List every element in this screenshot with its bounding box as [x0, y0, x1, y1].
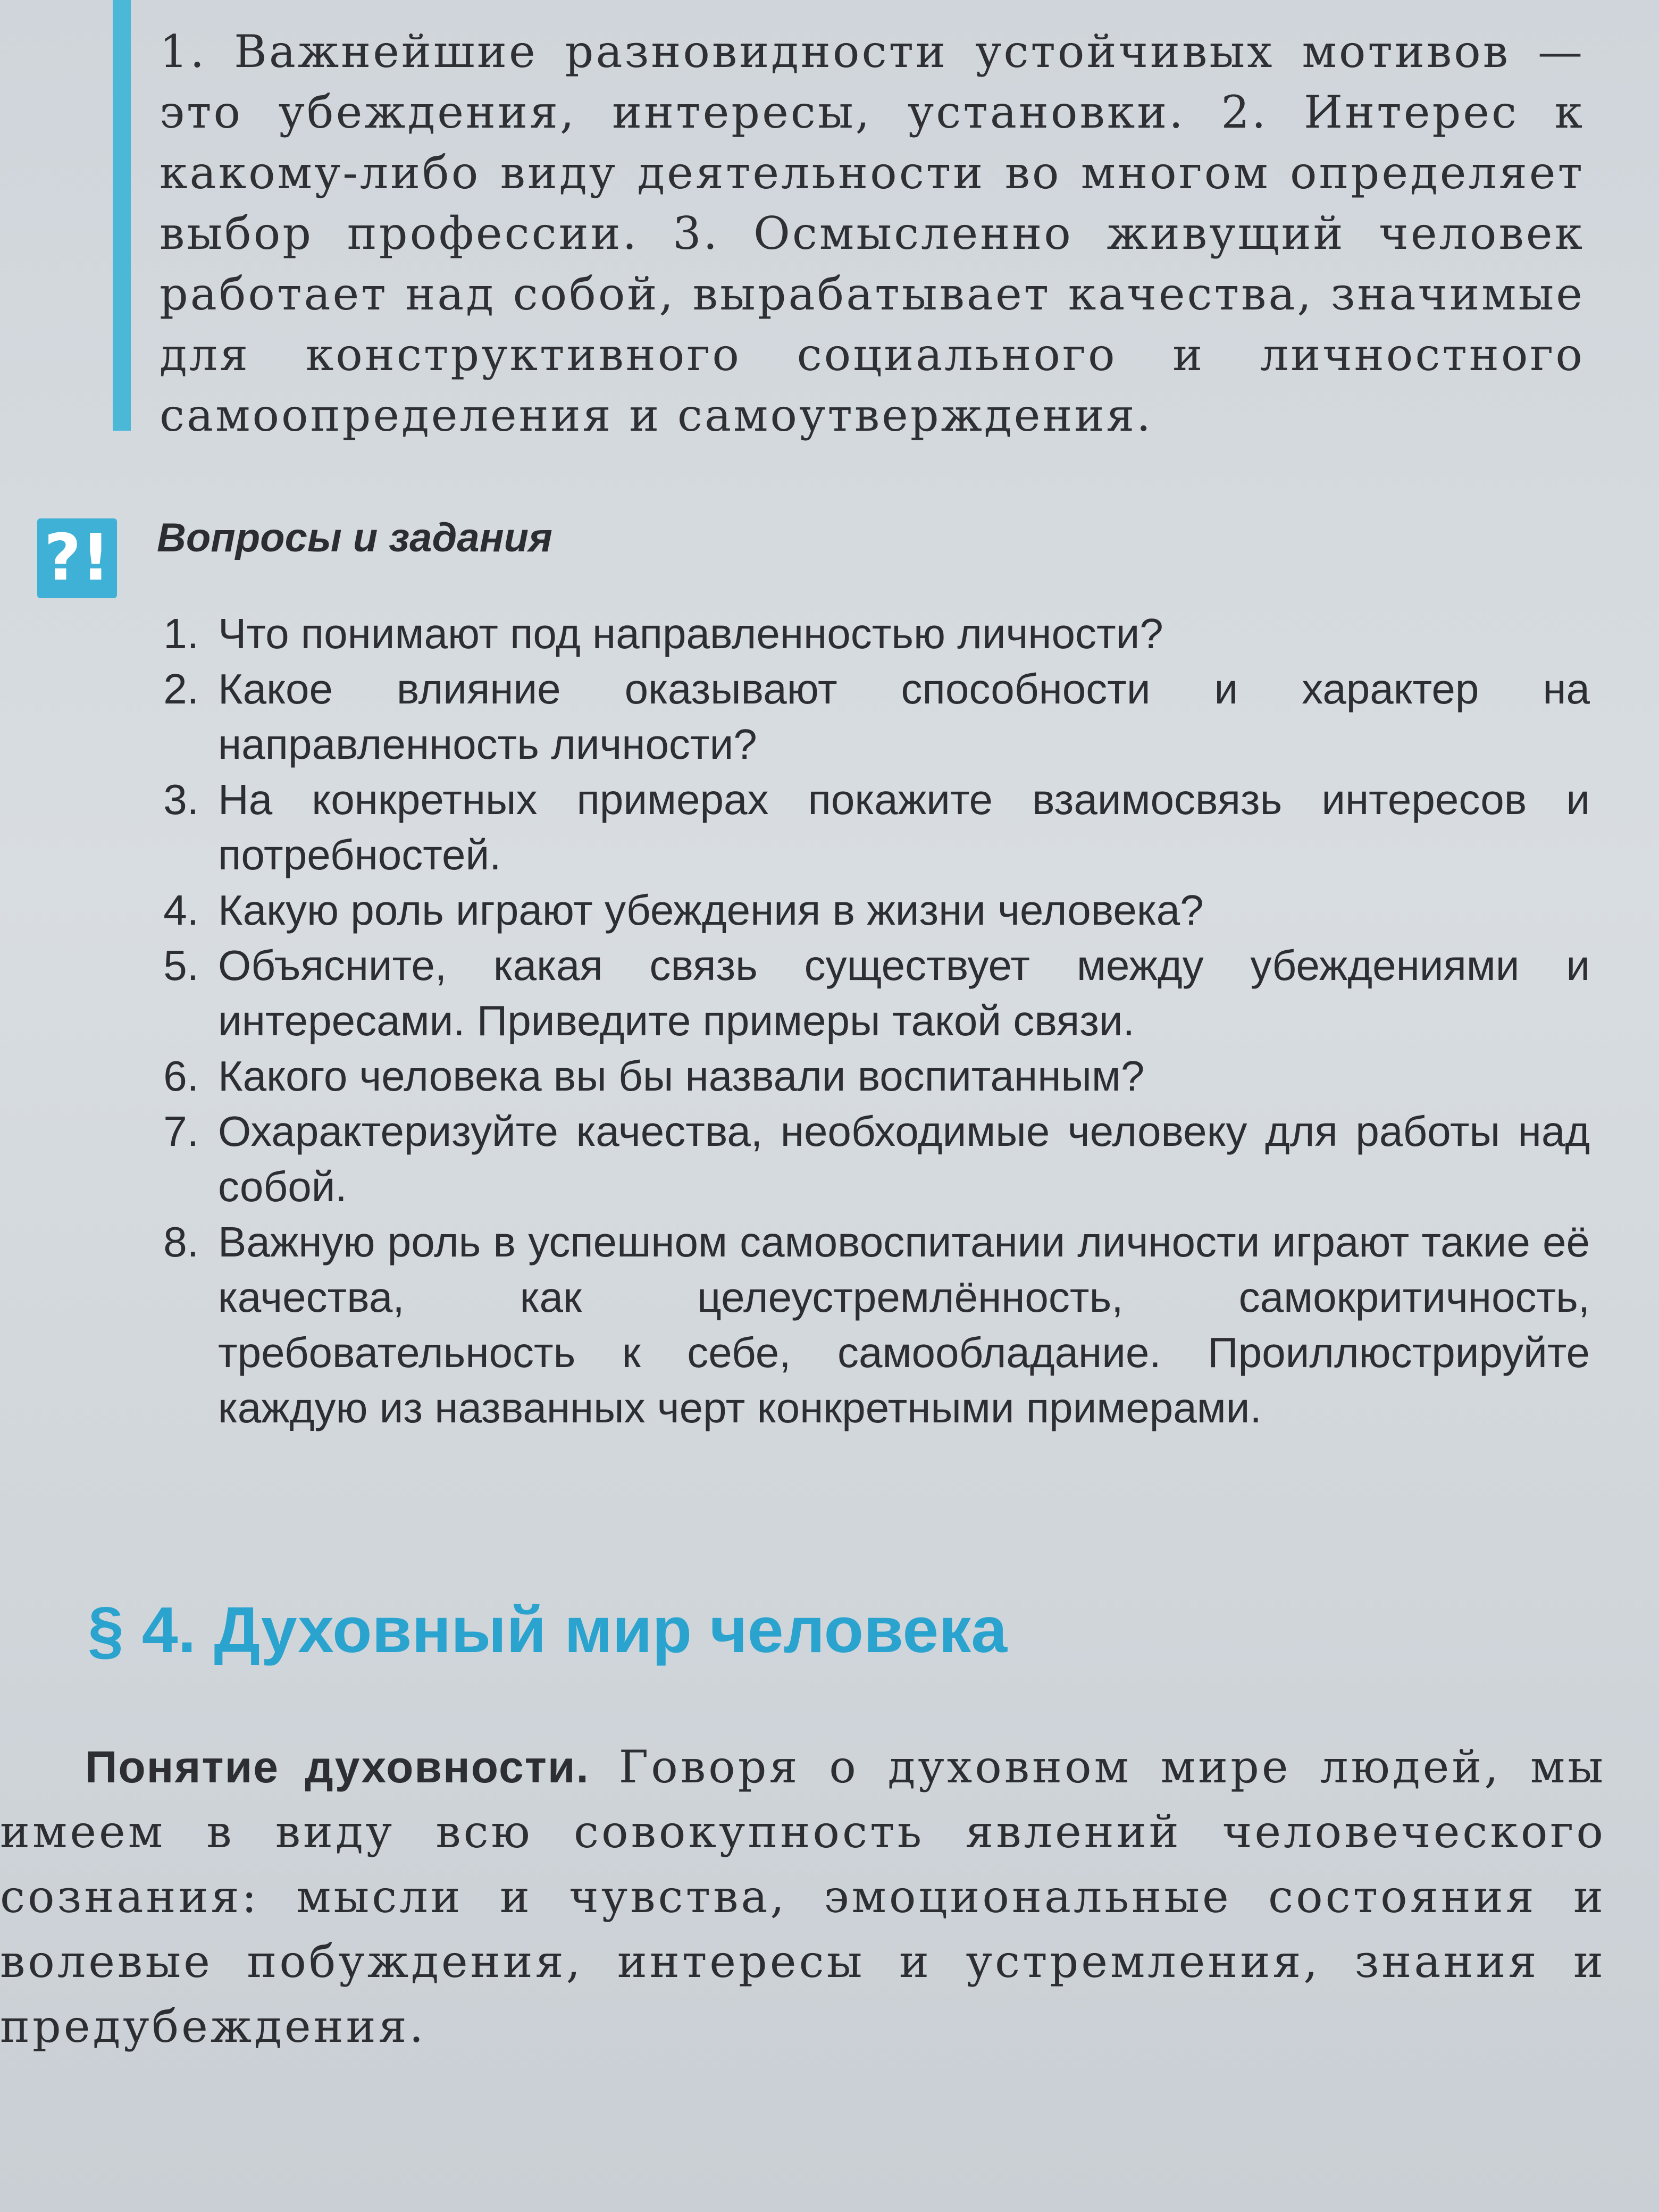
question-text: Объясните, какая связь существует между убеждениями и интересами. Приведите примеры такой связи. — [218, 942, 1590, 1044]
question-text: Какую роль играют убеждения в жизни человека? — [218, 886, 1204, 934]
questions-list — [133, 606, 1590, 1436]
question-item — [133, 1214, 1590, 1436]
section-paragraph — [0, 1735, 1606, 2059]
question-item — [133, 938, 1590, 1049]
questions-icon — [37, 518, 117, 598]
question-text: На конкретных примерах покажите взаимосвязь интересов и потребностей. — [218, 776, 1590, 878]
question-item — [133, 772, 1590, 883]
question-number: 7. — [163, 1108, 199, 1155]
question-number: 4. — [163, 886, 199, 934]
question-item — [133, 1049, 1590, 1104]
question-number: 3. — [163, 776, 199, 823]
question-text: Что понимают под направленностью личности? — [218, 610, 1163, 657]
questions-icon-glyph: ?! — [44, 521, 111, 595]
question-text: Какого человека вы бы назвали воспитанным? — [218, 1052, 1145, 1100]
question-number: 2. — [163, 665, 199, 713]
question-item — [133, 1104, 1590, 1214]
question-number: 6. — [163, 1052, 199, 1100]
question-text: Охарактеризуйте качества, необходимые человеку для работы над собой. — [218, 1108, 1590, 1210]
question-number: 1. — [163, 610, 199, 657]
question-item — [133, 883, 1590, 938]
question-item — [133, 661, 1590, 772]
question-item — [133, 606, 1590, 661]
questions-title: Вопросы и задания — [157, 515, 552, 560]
summary-block — [160, 21, 1585, 446]
section-heading: § 4. Духовный мир человека — [88, 1594, 1008, 1666]
summary-text: 1. Важнейшие разновидности устойчивых мотивов — это убеждения, интересы, установки. 2. Интерес к какому-либо виду деятельности во многом определяет выбор профессии. 3. Осмысленно живущий человек работает над собой, вырабатывает качества, значимые для конструктивного социального и личностного самоопределения и самоутверждения. — [160, 26, 1585, 441]
question-number: 5. — [163, 942, 199, 989]
section-lead: Понятие духовности. — [85, 1742, 590, 1792]
section-text: Говоря о духовном мире людей, мы имеем в виду всю совокупность явлений человеческого сознания: мысли и чувства, эмоциональные состояния и волевые побуждения, интересы и устремления, знания и предубеждения. — [0, 1741, 1606, 2052]
question-text: Какое влияние оказывают способности и характер на направленность личности? — [218, 665, 1590, 768]
summary-accent-bar — [113, 0, 131, 431]
question-text: Важную роль в успешном самовоспитании личности играют такие её качества, как целеустремлённость, самокритичность, требовательность к себе, самообладание. Проиллюстрируйте каждую из названных черт конкретными примерами. — [218, 1218, 1590, 1431]
question-number: 8. — [163, 1218, 199, 1266]
